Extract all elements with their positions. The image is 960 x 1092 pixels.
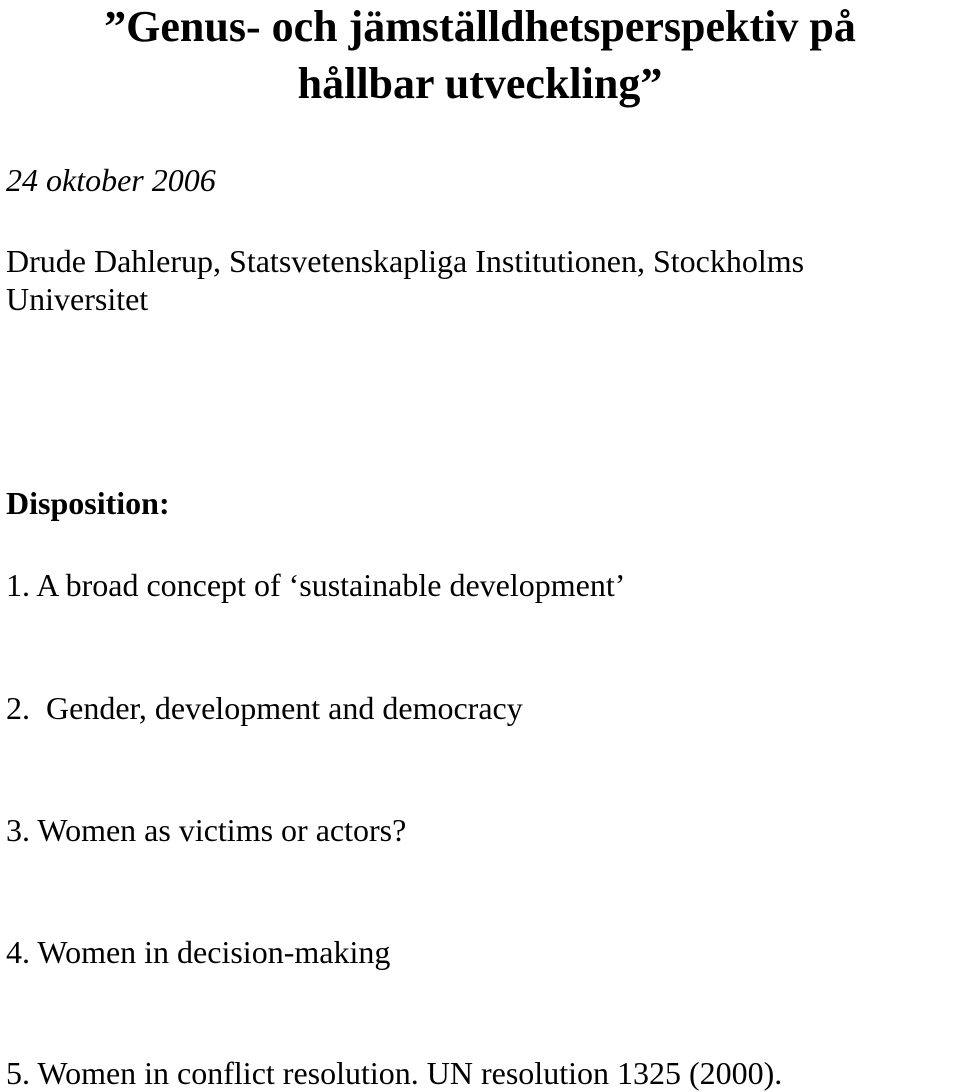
list-item: [6, 811, 406, 849]
list-item-text: Women in conflict resolution. UN resolution 1325 (2000).: [30, 1055, 783, 1091]
author-line-2: Universitet: [6, 281, 149, 317]
document-title: [0, 0, 960, 112]
list-item: [6, 689, 523, 727]
list-item-number: 4.: [6, 934, 30, 970]
document-date: 24 oktober 2006: [6, 162, 216, 198]
list-item-text: Women in decision-making: [30, 934, 391, 970]
list-item-number: 1.: [6, 567, 30, 603]
list-item: [6, 566, 625, 604]
list-item-number: 3.: [6, 812, 30, 848]
author-affiliation: [6, 242, 804, 318]
title-line-1: ”Genus- och jämställdhetsperspektiv på: [104, 2, 856, 51]
list-item-text: Women as victims or actors?: [30, 812, 407, 848]
list-item-text: Gender, development and democracy: [30, 690, 523, 726]
disposition-heading: Disposition:: [6, 485, 170, 521]
title-line-2: hållbar utveckling”: [297, 59, 663, 108]
list-item: [6, 933, 390, 971]
list-item-number: 2.: [6, 690, 30, 726]
list-item: [6, 1054, 782, 1092]
author-line-1: Drude Dahlerup, Statsvetenskapliga Institutionen, Stockholms: [6, 243, 805, 279]
list-item-text: A broad concept of ‘sustainable development’: [30, 567, 626, 603]
list-item-number: 5.: [6, 1055, 30, 1091]
